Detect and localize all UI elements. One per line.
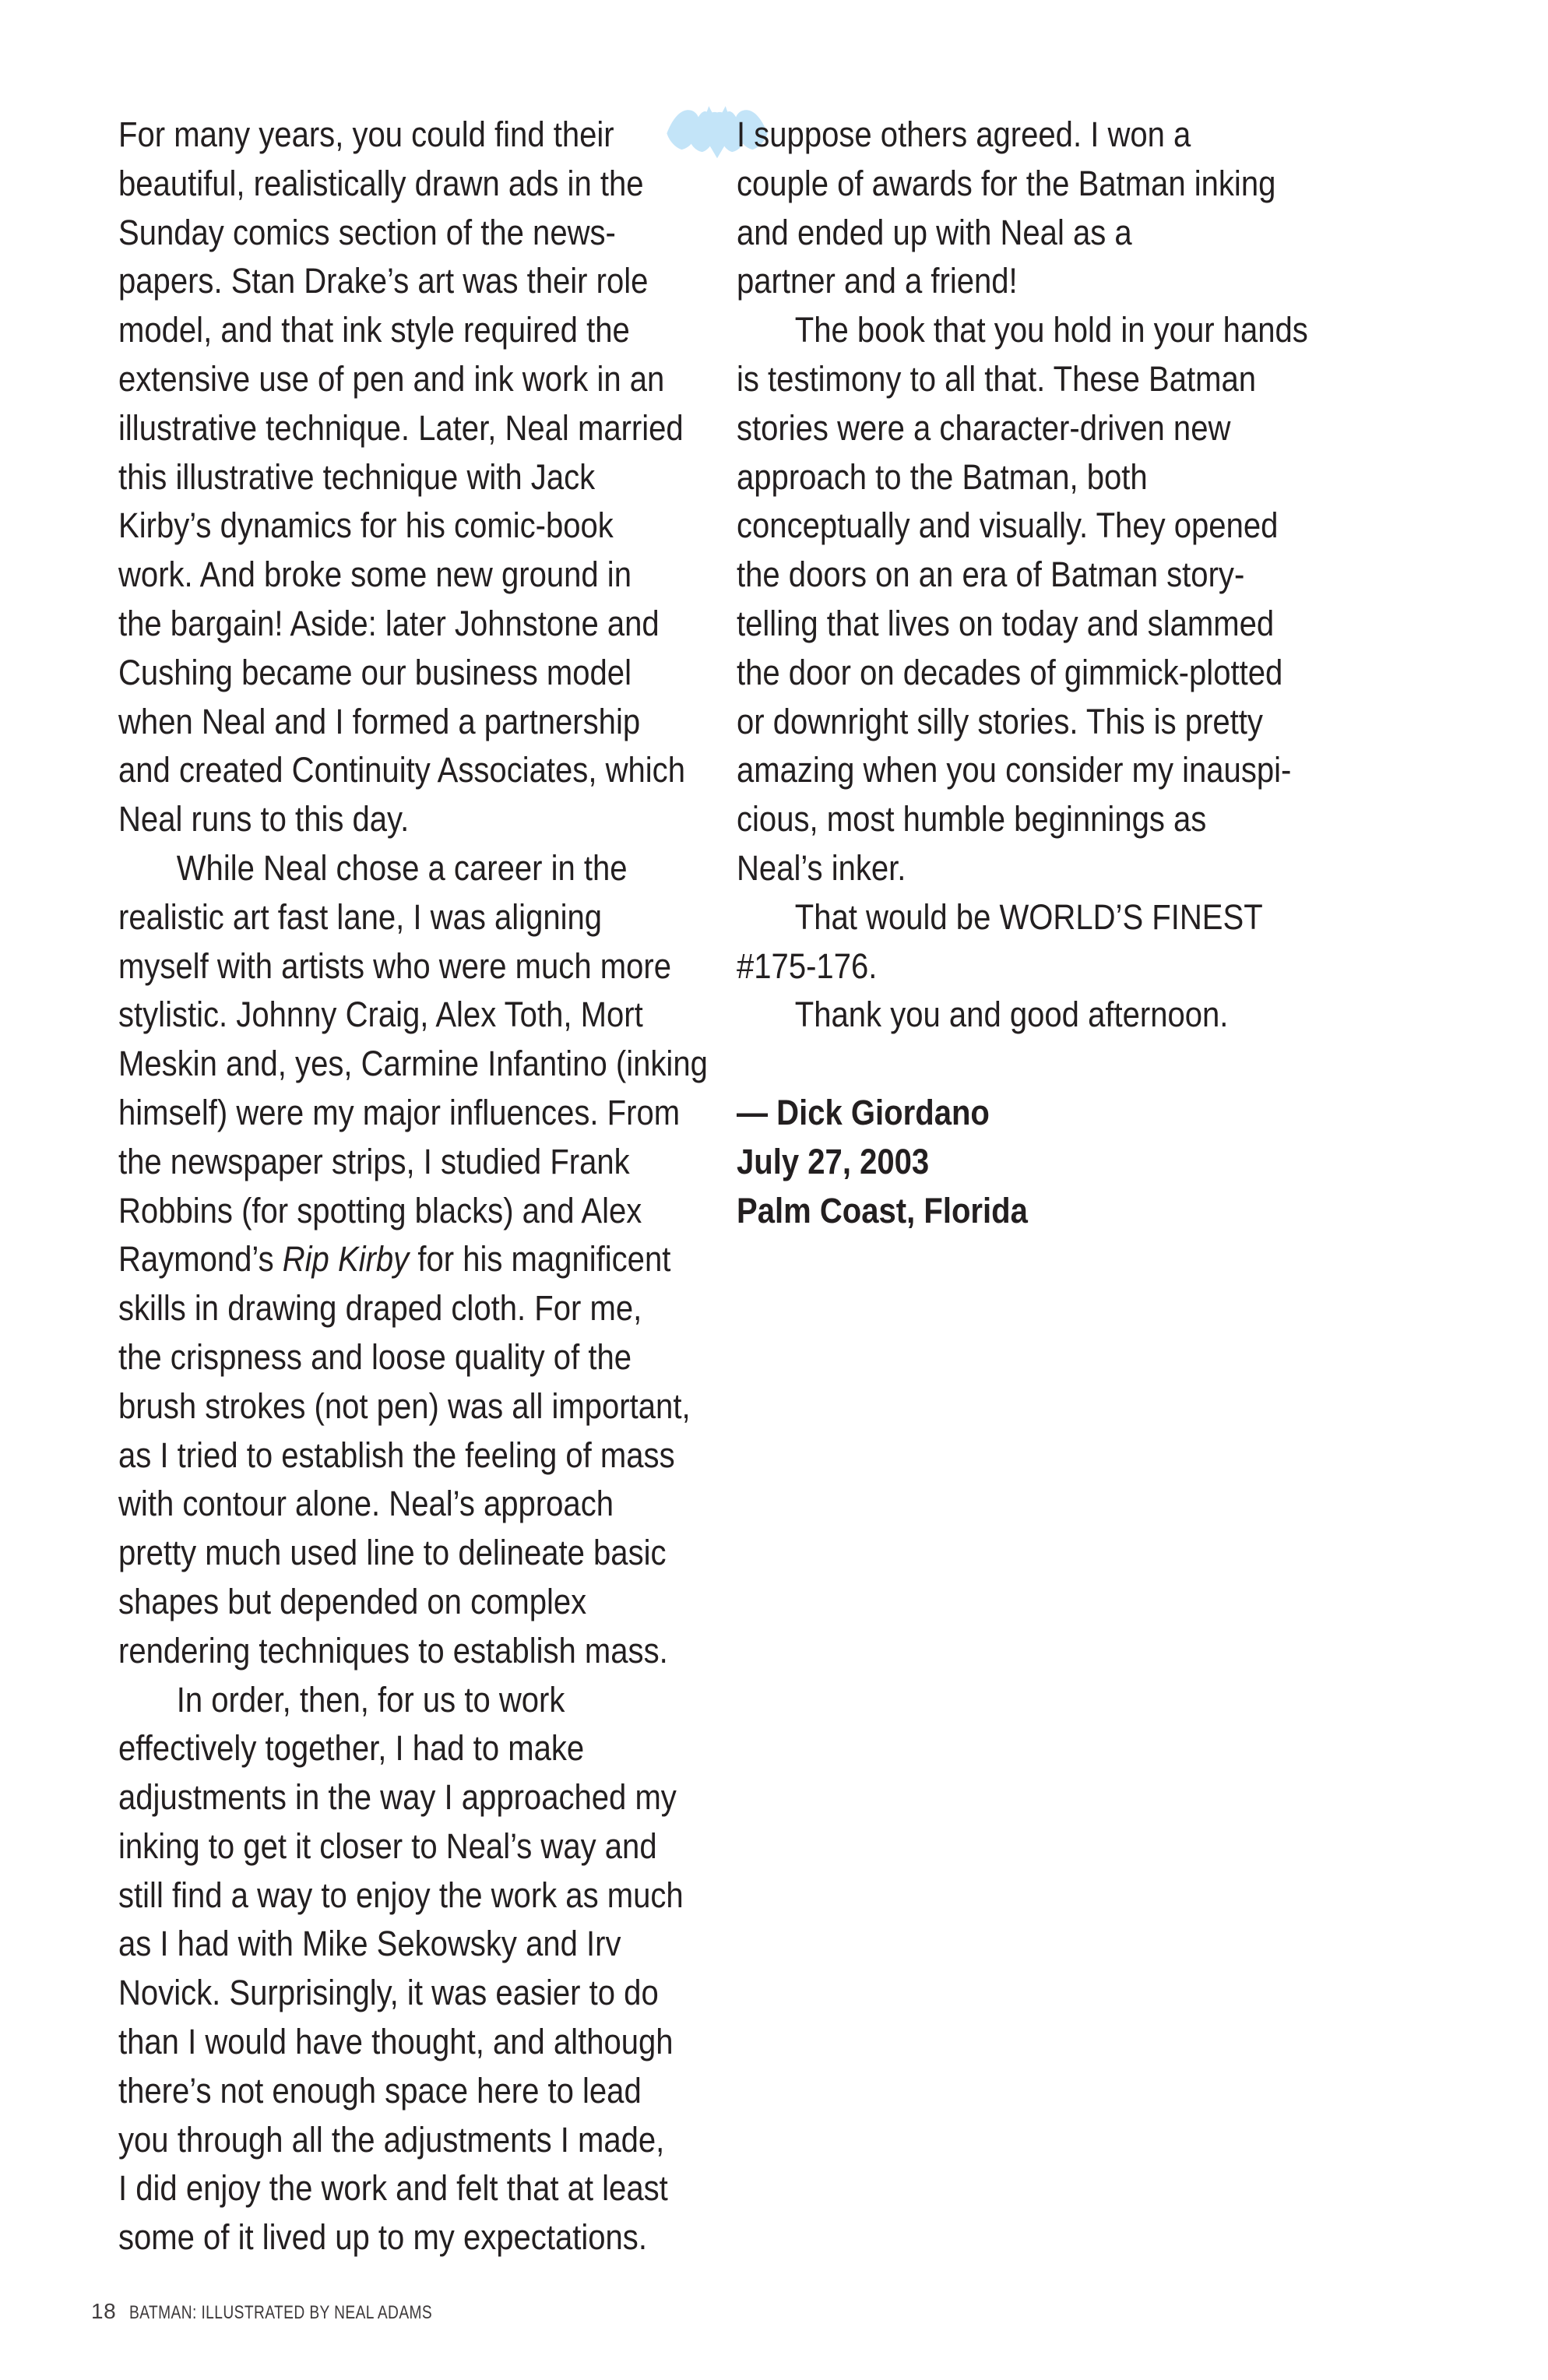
text-line: For many years, you could find their [118, 114, 614, 154]
text-line: the doors on an era of Batman story- [737, 555, 1245, 595]
text-line: stories were a character-driven new [737, 407, 1231, 448]
text-line: Thank you and good afternoon. [794, 995, 1229, 1035]
text-line [737, 1040, 1313, 1089]
text-line: some of it lived up to my expectations. [118, 2217, 647, 2258]
text-line: effectively together, I had to make [118, 1728, 585, 1769]
text-line: Novick. Surprisingly, it was easier to do [118, 1973, 659, 2013]
text-line: Neal’s inker. [737, 847, 906, 888]
text-line: you through all the adjustments I made, [118, 2119, 665, 2160]
text-line: brush strokes (not pen) was all important, [118, 1385, 691, 1426]
book-title-running-footer: BATMAN: ILLUSTRATED BY NEAL ADAMS [129, 2302, 433, 2323]
text-line: or downright silly stories. This is pretty [737, 701, 1263, 741]
text-line: Sunday comics section of the news- [118, 212, 616, 252]
text-line: Raymond’s Rip Kirby for his magnificent [118, 1239, 671, 1280]
text-line: myself with artists who were much more [118, 945, 671, 986]
text-line: Cushing became our business model [118, 652, 632, 692]
text-line: The book that you hold in your hands [794, 310, 1308, 350]
text-line: Palm Coast, Florida [737, 1190, 1028, 1230]
page-footer [91, 2299, 508, 2324]
right-text-column [737, 111, 1313, 1235]
text-line: skills in drawing draped cloth. For me, [118, 1288, 642, 1329]
text-line: as I had with Mike Sekowsky and Irv [118, 1924, 621, 1964]
text-line: illustrative technique. Later, Neal married [118, 407, 684, 448]
text-line: shapes but depended on complex [118, 1581, 587, 1621]
text-line: is testimony to all that. These Batman [737, 358, 1257, 399]
text-line: That would be WORLD’S FINEST [794, 896, 1263, 937]
text-line: adjustments in the way I approached my [118, 1777, 677, 1818]
text-line: this illustrative technique with Jack [118, 456, 596, 497]
text-line: realistic art fast lane, I was aligning [118, 896, 603, 937]
text-line: papers. Stan Drake’s art was their role [118, 261, 649, 301]
text-line: with contour alone. Neal’s approach [118, 1484, 614, 1524]
text-line: While Neal chose a career in the [176, 847, 628, 888]
text-line: extensive use of pen and ink work in an [118, 358, 665, 399]
text-line: still find a way to enjoy the work as much [118, 1875, 684, 1915]
text-line: In order, then, for us to work [176, 1679, 565, 1720]
text-line: himself) were my major influences. From [118, 1092, 681, 1132]
text-line: and ended up with Neal as a [737, 212, 1132, 252]
text-line: beautiful, realistically drawn ads in the [118, 163, 644, 203]
text-line: stylistic. Johnny Craig, Alex Toth, Mort [118, 995, 643, 1035]
text-line: the bargain! Aside: later Johnstone and [118, 603, 660, 643]
text-line: and created Continuity Associates, which [118, 750, 685, 790]
text-line: inking to get it closer to Neal’s way and [118, 1825, 657, 1866]
text-line: model, and that ink style required the [118, 310, 630, 350]
page-number: 18 [91, 2299, 117, 2323]
text-line: work. And broke some new ground in [118, 555, 632, 595]
text-line: as I tried to establish the feeling of mass [118, 1435, 675, 1475]
text-line: #175-176. [737, 945, 878, 986]
text-line: amazing when you consider my inauspi- [737, 750, 1292, 790]
text-line: the door on decades of gimmick-plotted [737, 652, 1283, 692]
text-line: — Dick Giordano [737, 1092, 990, 1132]
left-text-column [118, 111, 708, 2262]
text-line: cious, most humble beginnings as [737, 799, 1207, 840]
text-line: rendering techniques to establish mass. [118, 1630, 668, 1671]
text-line: the newspaper strips, I studied Frank [118, 1141, 630, 1181]
text-line: conceptually and visually. They opened [737, 505, 1279, 546]
text-line: there’s not enough space here to lead [118, 2070, 642, 2111]
text-line: telling that lives on today and slammed [737, 603, 1275, 643]
text-line: July 27, 2003 [737, 1141, 930, 1181]
text-line: I suppose others agreed. I won a [737, 114, 1191, 154]
text-line: when Neal and I formed a partnership [118, 701, 641, 741]
text-line: pretty much used line to delineate basic [118, 1533, 667, 1573]
text-line: than I would have thought, and although [118, 2022, 674, 2062]
text-line: Kirby’s dynamics for his comic-book [118, 505, 614, 546]
text-line: Robbins (for spotting blacks) and Alex [118, 1190, 642, 1230]
text-line: couple of awards for the Batman inking [737, 163, 1276, 203]
text-line: the crispness and loose quality of the [118, 1336, 632, 1377]
text-line: approach to the Batman, both [737, 456, 1148, 497]
text-line: Meskin and, yes, Carmine Infantino (inking [118, 1044, 708, 1084]
text-line: partner and a friend! [737, 261, 1018, 301]
text-line: Neal runs to this day. [118, 799, 410, 840]
text-line: I did enjoy the work and felt that at least [118, 2168, 668, 2209]
